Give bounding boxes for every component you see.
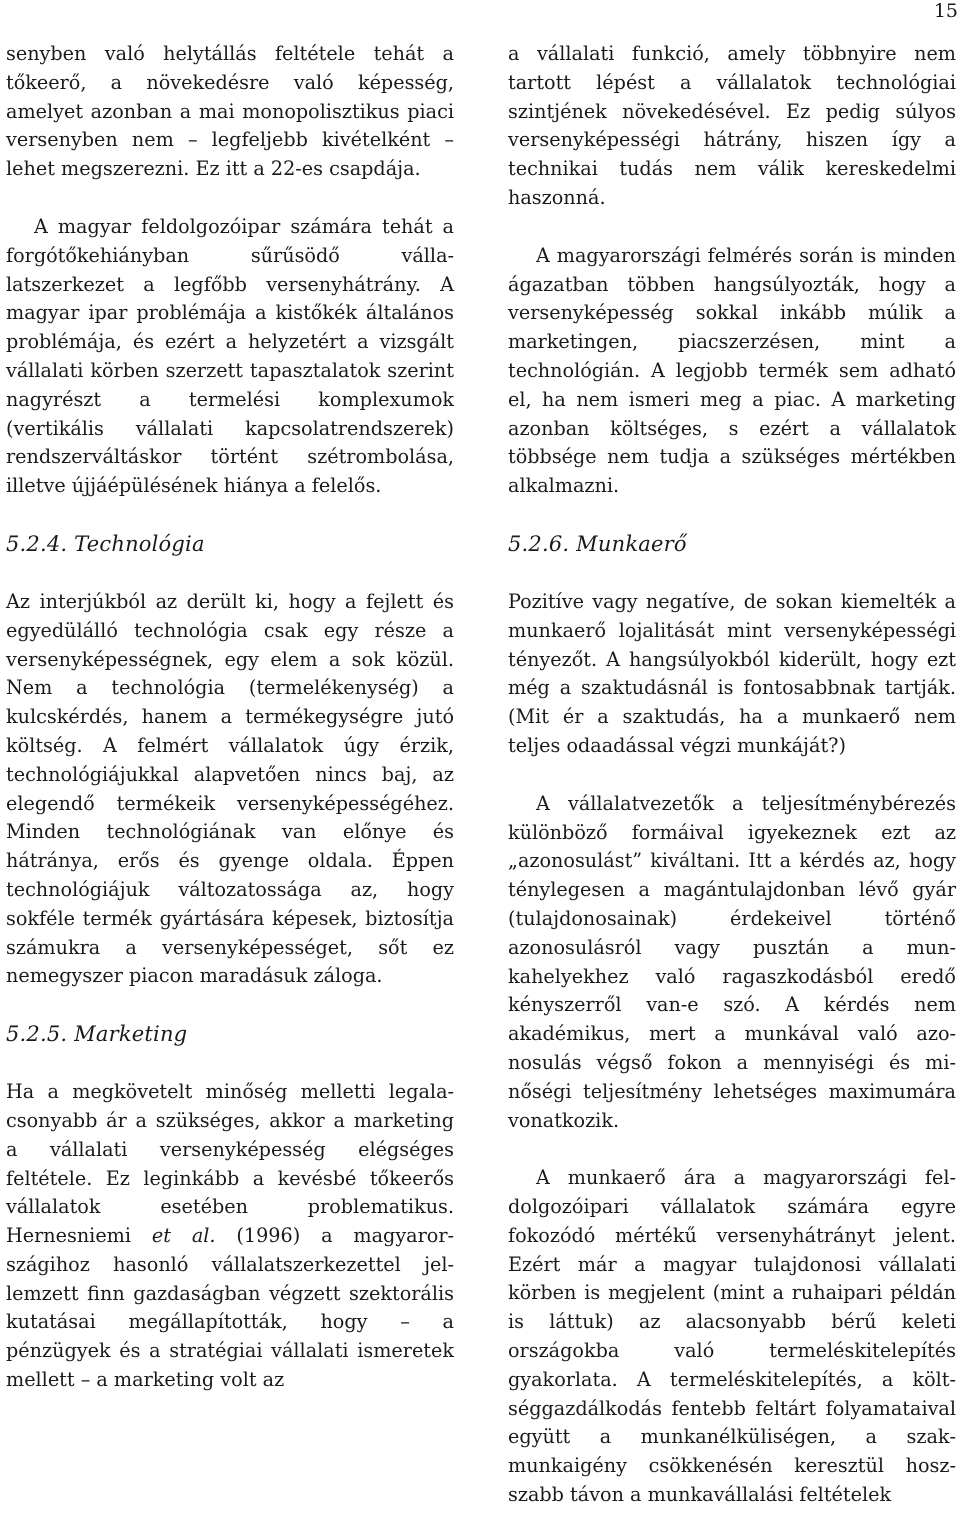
paragraph-capital-constraint: senyben való helytállás feltétele tehát a tőkeerő, a növekedésre való képesség, amelyet azonban a mai monopolisztikus piaci versenyben nem – legfeljebb kivételként – lehet megszerezni. Ez itt a 22-es csapdája. [6, 42, 454, 181]
paragraph-marketing [6, 1078, 454, 1395]
section-heading-marketing: 5.2.5. Marketing [6, 1022, 188, 1047]
paragraph-performance-pay: A vállalatvezetők a teljesítménybérezés különböző formáival igyekeznek ezt az „azonosulást” kiváltani. Itt a kérdés az, hogy ténylegesen a magántulajdonban lévő gyár (tulajdonosainak) érdekeivel történő azonosulásról vagy pusztán a munkahelyekhez való ragaszkodásból eredő kényszerről van-e szó. A kérdés nem akadémikus, mert a munkával való azonosulás végső fokon a mennyiségi és minőségi teljesítmény lehetséges maximumára vonatkozik. [508, 791, 956, 1132]
paragraph-marketing-continued: a vállalati funkció, amely többnyire nem tartott lépést a vállalatok technológiai szintjének növekedésével. Ez pedig súlyos versenyképességi hátrány, hiszen így a technikai tudás nem válik kereskedelmi haszonná. [508, 42, 956, 209]
paragraph-hungarian-survey: A magyarországi felmérés során is minden ágazatban többen hangsúlyozták, hogy a versenyképesség sokkal inkább múlik a marketingen, piacszerzésen, mint a technológián. A legjobb termék sem adható el, ha nem ismeri meg a piac. A marketing azonban költséges, s ezért a vállalatok többsége nem tudja a szükséges mértékben alkalmazni. [508, 243, 956, 498]
section-heading-munkaero: 5.2.6. Munkaerő [508, 531, 687, 556]
paragraph-workforce-loyalty: Pozitíve vagy negatíve, de sokan kiemelték a munkaerő lojalitását mint versenyképességi tényezőt. A hangsúlyokból kiderült, hogy ezt még a szaktudásnál is fontosabbnak tartják. (Mit ér a szaktudás, ha a munkaerő nem teljes odaadással végzi munkáját?) [508, 589, 956, 757]
left-column [6, 40, 454, 1395]
paragraph-technologia: Az interjúkból az derült ki, hogy a fejlett és egyedülálló technológia csak egy része a versenyképességnek, egy elem a sok közül. Nem a technológia (termelékenység) a kulcskérdés, hanem a termékegységre jutó költség. A felmért vállalatok úgy érzik, technológiájukkal alapvetően nincs baj, az elegendő termékeik versenyképességéhez. Minden technológiának van előnye és hátránya, erős és gyenge oldala. Éppen technológiájuk változatossága az, hogy sokféle termék gyártására képesek, biztosítja számukra a versenyképességet, sőt ez nemegyszer piacon maradásuk záloga. [6, 589, 454, 988]
section-heading-technologia: 5.2.4. Technológia [6, 531, 205, 556]
paragraph-processing-industry: A magyar feldolgozóipar számára tehát a forgótőkehiányban sűrűsödő vállalatszerkezet a legfőbb versenyhátrány. A magyar ipar problémája a kistőkék általános problémája, és ezért a helyzetért a vizsgált vállalati körben szerzett tapasztalatok szerint nagyrészt a termelési komplexumok (vertikális vállalati kapcsolatrendszerek) rendszerváltáskor történt szétrombolása, illetve újjáépülésének hiánya a felelős. [6, 214, 454, 498]
paragraph-marketing-text-b: (1996) a magyarországihoz hasonló vállalatszerkezettel jellemzett finn gazdaságban végzett szektorális kutatásai megállapították, hogy – a pénzügyek és a stratégiai vállalati ismeretek mellett – a marketing volt az [6, 1224, 454, 1392]
paragraph-marketing-text-a: Ha a megkövetelt minőség melletti legalacsonyabb ár a szükséges, akkor a marketing a vállalati versenyképesség elégséges feltétele. Ez leginkább a kevésbé tőkeerős vállalatok esetében problematikus. Hernesniemi [6, 1080, 454, 1248]
paragraph-labour-cost: A munkaerő ára a magyarországi feldolgozóipari vállalatok számára egyre fokozódó mértékű versenyhátrányt jelent. Ezért már a magyar tulajdonosi vállalati körben is megjelent (mint a ruhaipari példán is láttuk) az alacsonyabb bérű keleti országokba való termeléskitelepítés gyakorlata. A termeléskitelepítés, a költséggazdálkodás fentebb feltárt folyamataival együtt a munkanélküliségen, a szakmunkaigény csökkenésén keresztül hoszszabb távon a munkavállalási feltételek [508, 1166, 956, 1507]
et-al-citation: et al. [151, 1224, 216, 1248]
page-number: 15 [933, 0, 958, 22]
right-column [508, 40, 956, 1510]
